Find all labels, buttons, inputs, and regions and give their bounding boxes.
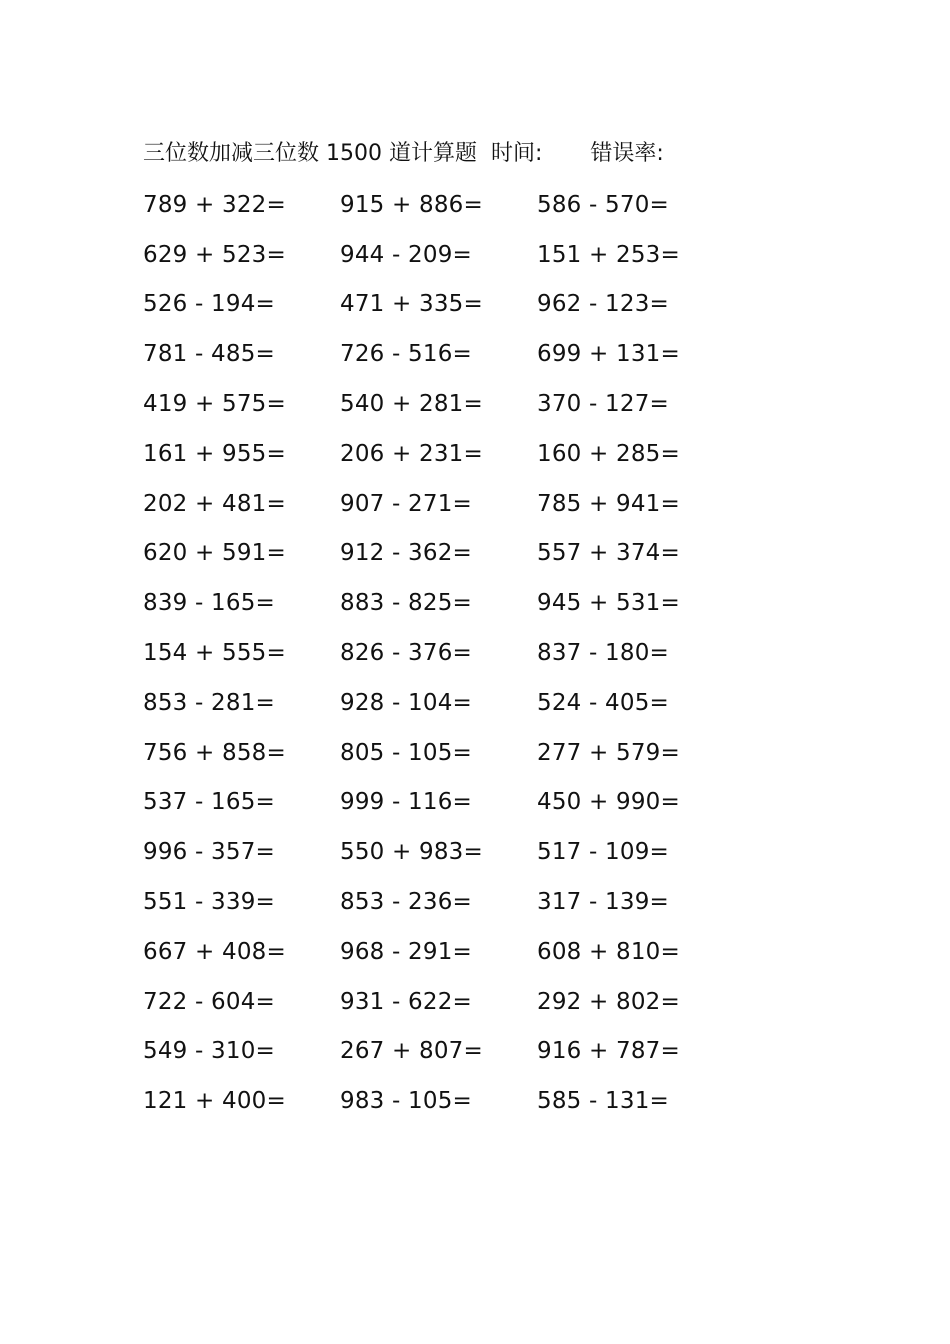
math-problem: 839 - 165= — [143, 590, 275, 617]
problem-grid — [143, 180, 783, 1126]
math-problem: 292 + 802= — [537, 988, 680, 1015]
math-problem: 789 + 322= — [143, 191, 286, 218]
problem-row — [143, 927, 783, 977]
math-problem: 550 + 983= — [340, 839, 483, 866]
math-problem: 537 - 165= — [143, 789, 275, 816]
error-rate-label: 错误率: — [590, 140, 664, 166]
problem-row — [143, 429, 783, 479]
problem-row — [143, 379, 783, 429]
math-problem: 202 + 481= — [143, 490, 286, 517]
math-problem: 805 - 105= — [340, 739, 472, 766]
math-problem: 962 - 123= — [537, 291, 669, 318]
math-problem: 526 - 194= — [143, 291, 275, 318]
math-problem: 121 + 400= — [143, 1088, 286, 1115]
math-problem: 277 + 579= — [537, 739, 680, 766]
worksheet-header — [143, 134, 664, 168]
math-problem: 756 + 858= — [143, 739, 286, 766]
problem-row — [143, 1027, 783, 1077]
math-problem: 945 + 531= — [537, 590, 680, 617]
math-problem: 944 - 209= — [340, 241, 472, 268]
math-problem: 996 - 357= — [143, 839, 275, 866]
math-problem: 726 - 516= — [340, 341, 472, 368]
math-problem: 983 - 105= — [340, 1088, 472, 1115]
math-problem: 160 + 285= — [537, 440, 680, 467]
math-problem: 883 - 825= — [340, 590, 472, 617]
problem-row — [143, 628, 783, 678]
math-problem: 419 + 575= — [143, 391, 286, 418]
problem-row — [143, 1076, 783, 1126]
problem-row — [143, 529, 783, 579]
math-problem: 931 - 622= — [340, 988, 472, 1015]
math-problem: 629 + 523= — [143, 241, 286, 268]
problem-row — [143, 877, 783, 927]
worksheet-title: 三位数加减三位数 1500 道计算题 — [143, 140, 477, 166]
math-problem: 557 + 374= — [537, 540, 680, 567]
problem-row — [143, 827, 783, 877]
math-problem: 999 - 116= — [340, 789, 472, 816]
math-problem: 551 - 339= — [143, 889, 275, 916]
math-problem: 781 - 485= — [143, 341, 275, 368]
math-problem: 907 - 271= — [340, 490, 472, 517]
math-problem: 608 + 810= — [537, 938, 680, 965]
problem-row — [143, 230, 783, 280]
problem-row — [143, 977, 783, 1027]
math-problem: 826 - 376= — [340, 640, 472, 667]
problem-row — [143, 778, 783, 828]
math-problem: 912 - 362= — [340, 540, 472, 567]
math-problem: 785 + 941= — [537, 490, 680, 517]
math-problem: 161 + 955= — [143, 440, 286, 467]
math-problem: 853 - 236= — [340, 889, 472, 916]
math-problem: 968 - 291= — [340, 938, 472, 965]
math-problem: 471 + 335= — [340, 291, 483, 318]
math-problem: 370 - 127= — [537, 391, 669, 418]
math-problem: 206 + 231= — [340, 440, 483, 467]
math-problem: 517 - 109= — [537, 839, 669, 866]
problem-row — [143, 280, 783, 330]
math-problem: 450 + 990= — [537, 789, 680, 816]
math-problem: 837 - 180= — [537, 640, 669, 667]
math-problem: 524 - 405= — [537, 689, 669, 716]
problem-row — [143, 479, 783, 529]
problem-row — [143, 678, 783, 728]
problem-row — [143, 329, 783, 379]
math-problem: 722 - 604= — [143, 988, 275, 1015]
problem-row — [143, 578, 783, 628]
math-problem: 699 + 131= — [537, 341, 680, 368]
time-label: 时间: — [490, 140, 543, 166]
math-problem: 853 - 281= — [143, 689, 275, 716]
math-problem: 916 + 787= — [537, 1038, 680, 1065]
math-problem: 549 - 310= — [143, 1038, 275, 1065]
math-problem: 915 + 886= — [340, 191, 483, 218]
math-problem: 540 + 281= — [340, 391, 483, 418]
math-problem: 620 + 591= — [143, 540, 286, 567]
math-problem: 267 + 807= — [340, 1038, 483, 1065]
math-problem: 586 - 570= — [537, 191, 669, 218]
problem-row — [143, 728, 783, 778]
math-problem: 928 - 104= — [340, 689, 472, 716]
math-problem: 154 + 555= — [143, 640, 286, 667]
math-problem: 317 - 139= — [537, 889, 669, 916]
problem-row — [143, 180, 783, 230]
math-problem: 585 - 131= — [537, 1088, 669, 1115]
math-problem: 151 + 253= — [537, 241, 680, 268]
math-problem: 667 + 408= — [143, 938, 286, 965]
